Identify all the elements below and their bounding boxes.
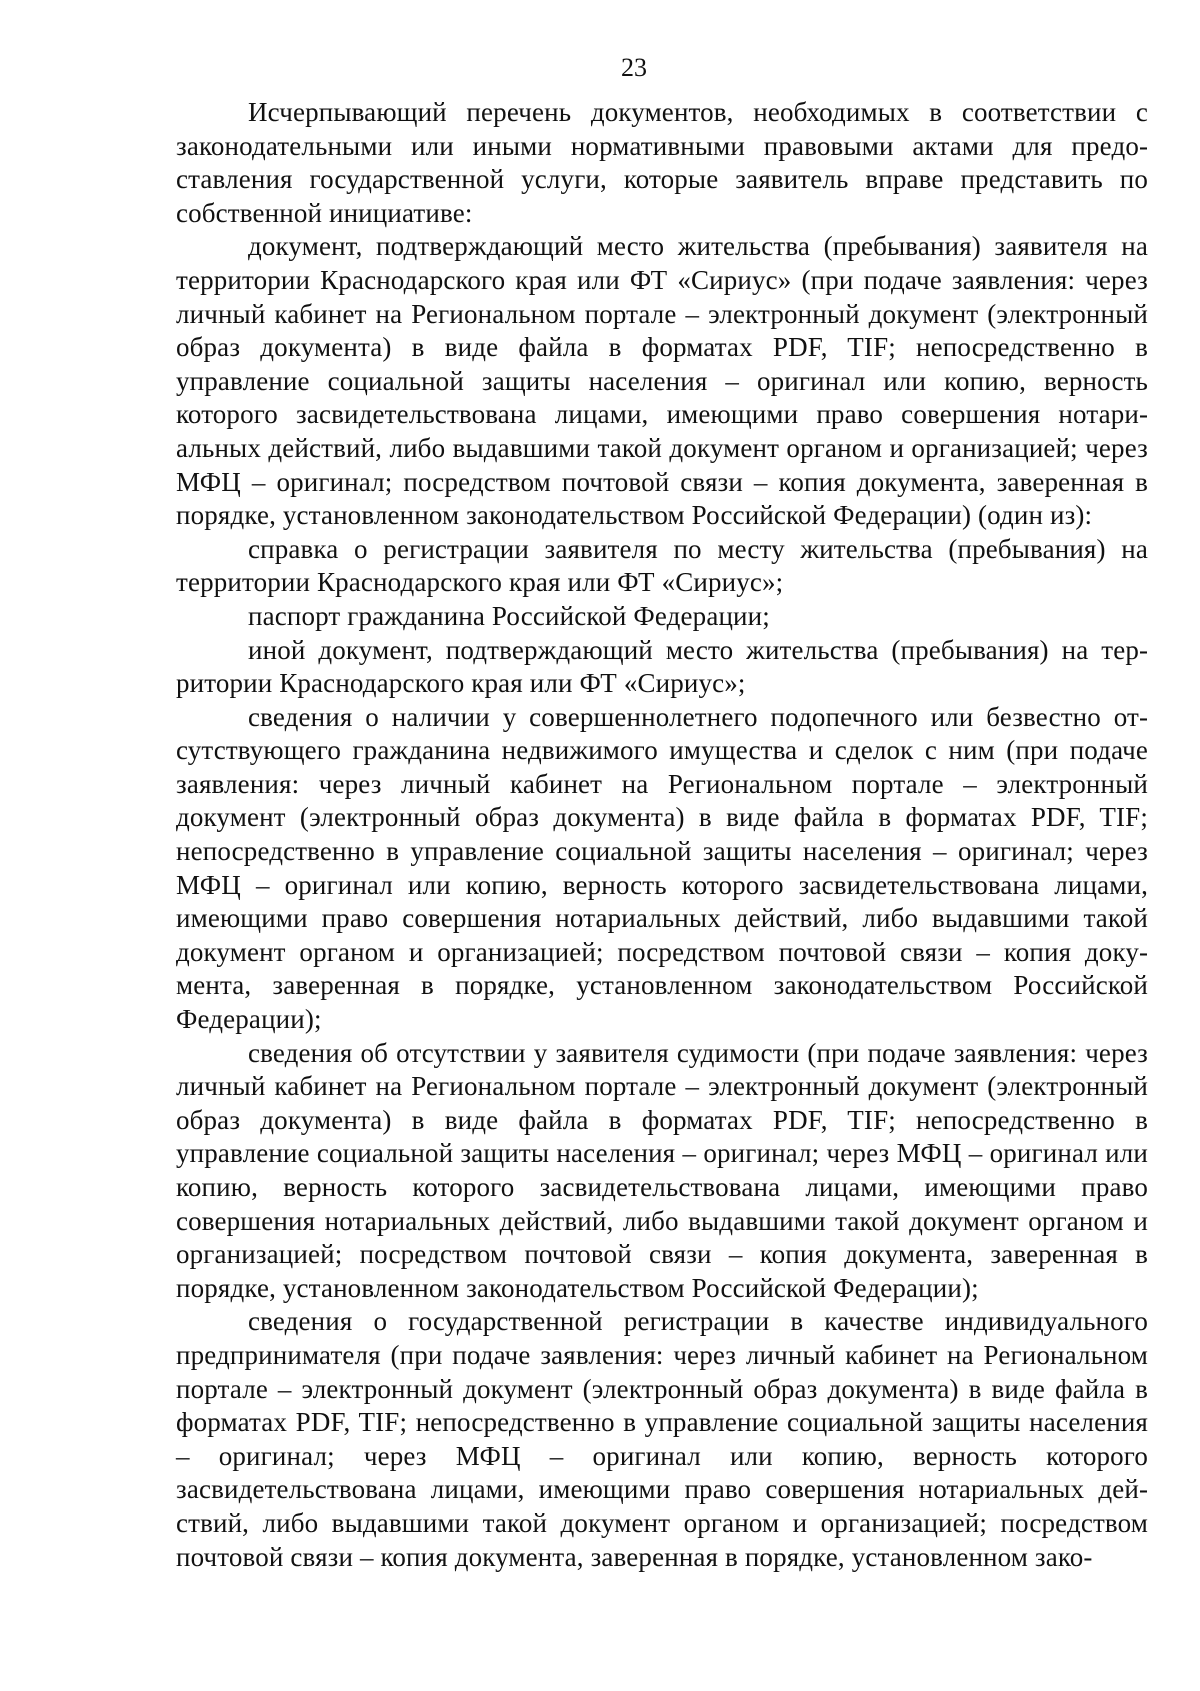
page-number: 23 (621, 53, 647, 82)
paragraph-other-document: иной документ, подтверждающий место жительства (пребывания) на территории Краснодарского края или ФТ «Сириус»; (176, 634, 1148, 699)
document-body (176, 96, 1148, 1574)
paragraph-no-criminal-record: сведения об отсутствии у заявителя судимости (при подаче заявления: через личный кабинет на Региональном портале – электронный документ (электронный образ документа) в виде файла в форматах PDF, TIF; непосредственно в управление социальной защиты населения – оригинал; через МФЦ – оригинал или копию, верность которого засвидетельствована лицами, имеющими право совершения нотариальных действий, либо выдавшими такой документ органом и организацией; посредством почтовой связи – копия документа, заверенная в порядке, установленном законодательством Российской Федерации); (176, 1037, 1148, 1303)
paragraph-entrepreneur-registration: сведения о государственной регистрации в качестве индивидуального предпринимателя (при подаче заявления: через личный кабинет на Региональном портале – электронный документ (электронный образ документа) в виде файла в форматах PDF, TIF; непосредственно в управление социальной защиты населения – оригинал; через МФЦ – оригинал или копию, верность которого засвидетельствована лицами, имеющими право совершения нотариальных действий, либо выдавшими такой документ органом и организацией; посредством почтовой связи – копия документа, заверенная в порядке, установленном зако- (176, 1306, 1148, 1572)
paragraph-property-info: сведения о наличии у совершеннолетнего подопечного или безвестно отсутствующего гражданина недвижимого имущества и сделок с ним (при подаче заявления: через личный кабинет на Региональном портале – электронный документ (электронный образ документа) в виде файла в форматах PDF, TIF; непосредственно в управление социальной защиты населения – оригинал; через МФЦ – оригинал или копию, верность которого засвидетельствована лицами, имеющими право совершения нотариальных действий, либо выдавшими такой документ органом и организацией; посредством почтовой связи – копия документа, заверенная в порядке, установленном законодательством Российской Федерации); (176, 701, 1148, 1035)
paragraph-intro: Исчерпывающий перечень документов, необходимых в соответствии с законодательными или иными нормативными правовыми актами для предоставления государственной услуги, которые заявитель вправе представить по собственной инициативе: (176, 97, 1148, 228)
paragraph-registration-certificate: справка о регистрации заявителя по месту жительства (пребывания) на территории Краснодарского края или ФТ «Сириус»; (176, 533, 1148, 598)
paragraph-passport: паспорт гражданина Российской Федерации; (248, 600, 770, 631)
paragraph-residence-document: документ, подтверждающий место жительства (пребывания) заявителя на территории Краснодарского края или ФТ «Сириус» (при подаче заявления: через личный кабинет на Региональном портале – электронный документ (электронный образ документа) в виде файла в форматах PDF, TIF; непосредственно в управление социальной защиты населения – оригинал или копию, верность которого засвидетельствована лицами, имеющими право совершения нотариальных действий, либо выдавшими такой документ органом и организацией; через МФЦ – оригинал; посредством почтовой связи – копия документа, заверенная в порядке, установленном законодательством Российской Федерации) (один из): (176, 231, 1148, 531)
